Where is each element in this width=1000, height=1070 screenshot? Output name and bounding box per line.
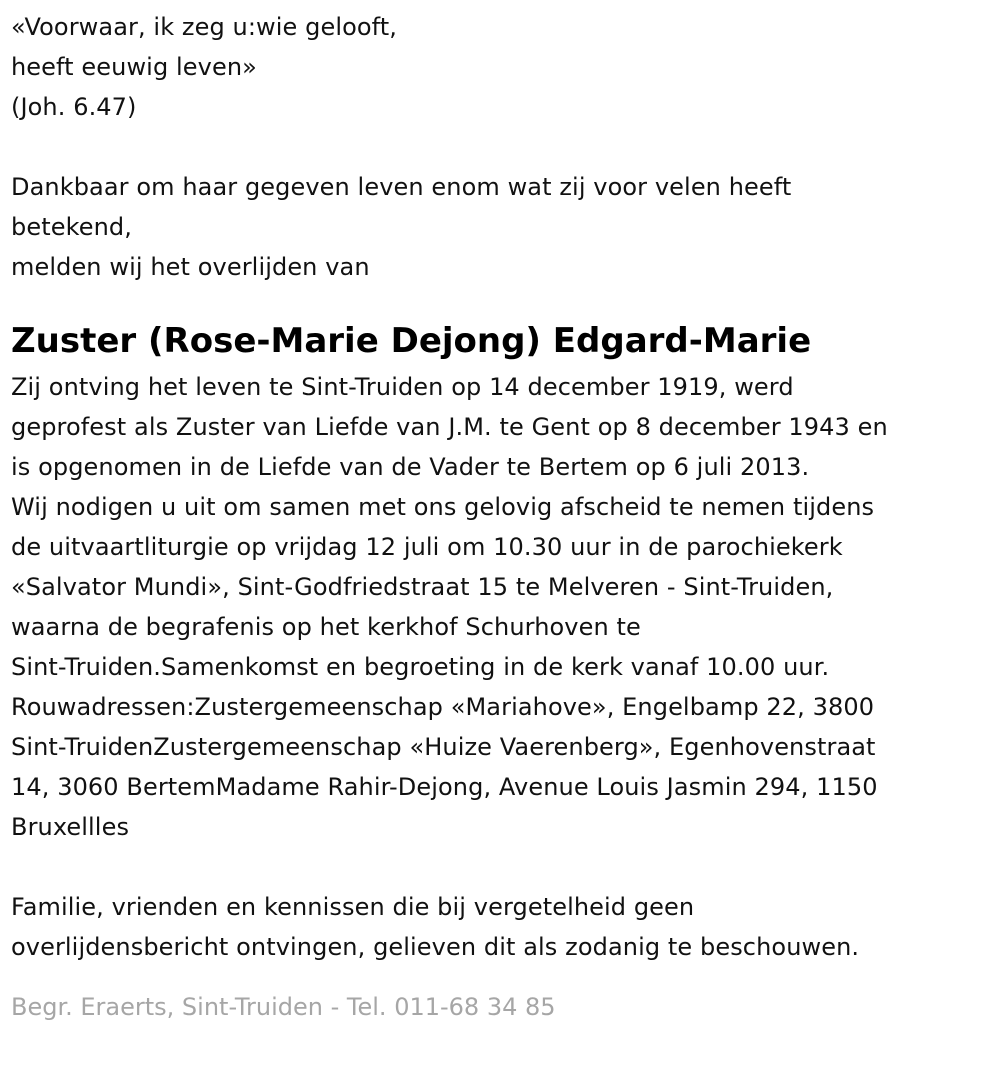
- spacer: [11, 847, 990, 887]
- quote-reference: (Joh. 6.47): [11, 93, 137, 121]
- body-line: Bruxellles: [11, 813, 130, 841]
- closing-line-1: Familie, vrienden en kennissen die bij vergetelheid geen: [11, 893, 695, 921]
- body-line: geprofest als Zuster van Liefde van J.M. te Gent op 8 december 1943 en: [11, 413, 888, 441]
- closing-paragraph: [11, 887, 990, 967]
- body-line: de uitvaartliturgie op vrijdag 12 juli om 10.30 uur in de parochiekerk: [11, 533, 843, 561]
- body-line: waarna de begrafenis op het kerkhof Schurhoven te: [11, 613, 641, 641]
- body-line: Sint-TruidenZustergemeenschap «Huize Vaerenberg», Egenhovenstraat: [11, 733, 876, 761]
- body-line: Wij nodigen u uit om samen met ons gelovig afscheid te nemen tijdens: [11, 493, 875, 521]
- intro-line-2: betekend,: [11, 213, 132, 241]
- deceased-name-heading: Zuster (Rose-Marie Dejong) Edgard-Marie: [11, 321, 812, 361]
- quote-line-2: heeft eeuwig leven»: [11, 53, 257, 81]
- spacer: [11, 287, 990, 315]
- funeral-home-footer: Begr. Eraerts, Sint-Truiden - Tel. 011-68 34 85: [11, 993, 556, 1021]
- spacer: [11, 127, 990, 167]
- body-line: «Salvator Mundi», Sint-Godfriedstraat 15 te Melveren - Sint-Truiden,: [11, 573, 834, 601]
- quote-line-1: «Voorwaar, ik zeg u:wie gelooft,: [11, 13, 398, 41]
- body-line: is opgenomen in de Liefde van de Vader te Bertem op 6 juli 2013.: [11, 453, 810, 481]
- body-paragraph: [11, 367, 990, 847]
- body-line: Sint-Truiden.Samenkomst en begroeting in de kerk vanaf 10.00 uur.: [11, 653, 830, 681]
- intro-line-3: melden wij het overlijden van: [11, 253, 370, 281]
- body-line: Zij ontving het leven te Sint-Truiden op 14 december 1919, werd: [11, 373, 794, 401]
- intro-line-1: Dankbaar om haar gegeven leven enom wat zij voor velen heeft: [11, 173, 792, 201]
- closing-line-2: overlijdensbericht ontvingen, gelieven dit als zodanig te beschouwen.: [11, 933, 860, 961]
- body-line: 14, 3060 BertemMadame Rahir-Dejong, Avenue Louis Jasmin 294, 1150: [11, 773, 878, 801]
- body-line: Rouwadressen:Zustergemeenschap «Mariahove», Engelbamp 22, 3800: [11, 693, 875, 721]
- bible-quote: [11, 7, 990, 127]
- intro-paragraph: [11, 167, 990, 287]
